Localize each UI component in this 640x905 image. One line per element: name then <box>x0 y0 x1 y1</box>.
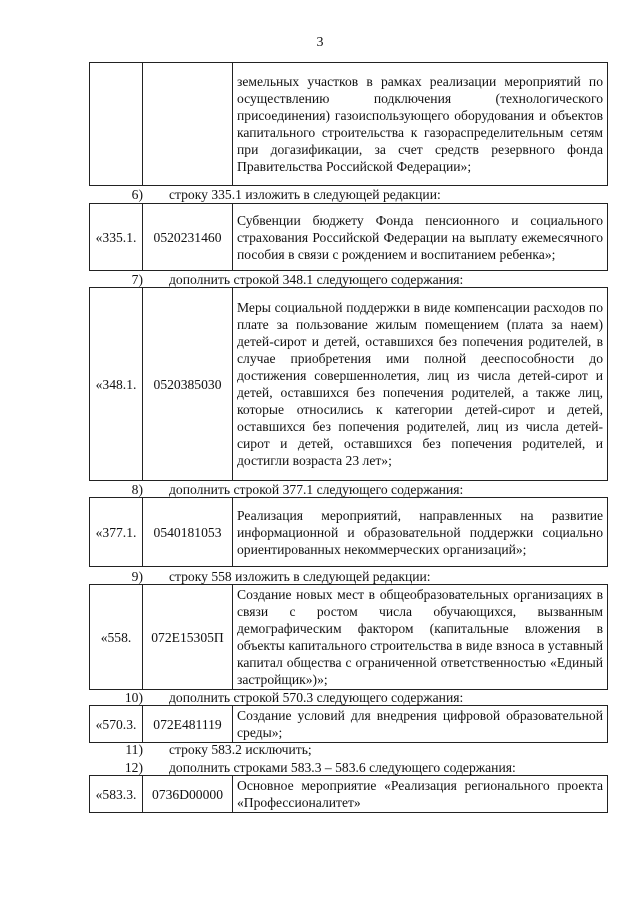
instruction-text: строку 583.2 исключить; <box>169 742 312 757</box>
amendment-instruction-8 <box>89 481 608 498</box>
amendment-instruction-11 <box>89 741 608 758</box>
kbk-cell: 0520231460 <box>143 204 233 271</box>
item-number: 6) <box>131 187 143 202</box>
item-number: 7) <box>131 272 143 287</box>
item-number: 8) <box>131 482 143 497</box>
description-cell: Меры социальной поддержки в виде компенсации расходов по плате за пользование жилым помещением (плата за наем) детей-сирот и детей, оставшихся без попечения родителей, в случае приобретения ими полной дееспособности до достижения совершеннолетия, лиц из числа детей-сирот и детей, оставшихся без попечения родителей, а также лиц, которые относились к категории детей-сирот и детей, оставшихся без попечения родителей, лиц из числа детей-сирот и детей, оставшихся без попечения родителей, и достигли возраста 23 лет»; <box>233 288 608 481</box>
row-table-558 <box>89 584 608 690</box>
code-cell: «583.3. <box>90 776 143 813</box>
page-number: 3 <box>316 35 324 50</box>
kbk-cell: 072E481119 <box>143 706 233 743</box>
code-cell: «558. <box>90 585 143 690</box>
row-table-583-3 <box>89 775 608 813</box>
instruction-text: дополнить строкой 377.1 следующего содержания: <box>169 482 464 497</box>
instruction-text: дополнить строкой 348.1 следующего содержания: <box>169 272 464 287</box>
code-cell <box>90 63 143 186</box>
amendment-instruction-9 <box>89 568 608 585</box>
instruction-text: строку 558 изложить в следующей редакции: <box>169 569 431 584</box>
amendment-instruction-12 <box>89 759 608 776</box>
table-row <box>90 288 608 481</box>
code-cell: «335.1. <box>90 204 143 271</box>
amendment-instruction-7 <box>89 271 608 288</box>
code-cell: «570.3. <box>90 706 143 743</box>
description-cell: земельных участков в рамках реализации мероприятий по осуществлению подключения (технологического присоединения) газоиспользующего оборудования и объектов капитального строительства к газораспределительным сетям при догазификации, за счет средств резервного фонда Правительства Российской Федерации»; <box>233 63 608 186</box>
item-number: 12) <box>124 760 143 775</box>
description-cell: Создание новых мест в общеобразовательных организациях в связи с ростом числа обучающихся, вызванным демографическим фактором (капитальные вложения в объекты капитального строительства в виде взноса в уставный капитал общества с ограниченной ответственностью «Единый застройщик»)»; <box>233 585 608 690</box>
description-cell: Реализация мероприятий, направленных на развитие информационной и образовательной поддержки социально ориентированных некоммерческих организаций»; <box>233 498 608 567</box>
item-number: 9) <box>131 569 143 584</box>
item-number: 10) <box>124 690 143 705</box>
code-cell: «377.1. <box>90 498 143 567</box>
code-cell: «348.1. <box>90 288 143 481</box>
description-cell: Субвенции бюджету Фонда пенсионного и социального страхования Российской Федерации на выплату ежемесячного пособия в связи с рождением и воспитанием ребенка»; <box>233 204 608 271</box>
row-table-377-1 <box>89 497 608 567</box>
kbk-cell: 0520385030 <box>143 288 233 481</box>
amendment-instruction-6 <box>89 186 608 203</box>
row-table-348-1 <box>89 287 608 481</box>
table-row <box>90 706 608 743</box>
row-table-335-1 <box>89 203 608 271</box>
item-number: 11) <box>125 742 143 757</box>
description-cell: Основное мероприятие «Реализация регионального проекта «Профессионалитет» <box>233 776 608 813</box>
table-row <box>90 585 608 690</box>
table-row <box>90 776 608 813</box>
table-row <box>90 204 608 271</box>
kbk-cell: 0736D00000 <box>143 776 233 813</box>
continuation-table <box>89 62 608 186</box>
amendment-instruction-10 <box>89 689 608 706</box>
table-row <box>90 498 608 567</box>
table-row <box>90 63 608 186</box>
row-table-570-3 <box>89 705 608 743</box>
kbk-cell: 0540181053 <box>143 498 233 567</box>
description-cell: Создание условий для внедрения цифровой образовательной среды»; <box>233 706 608 743</box>
kbk-cell <box>143 63 233 186</box>
instruction-text: дополнить строкой 570.3 следующего содержания: <box>169 690 464 705</box>
instruction-text: дополнить строками 583.3 – 583.6 следующего содержания: <box>169 760 516 775</box>
instruction-text: строку 335.1 изложить в следующей редакции: <box>169 187 441 202</box>
kbk-cell: 072E15305П <box>143 585 233 690</box>
